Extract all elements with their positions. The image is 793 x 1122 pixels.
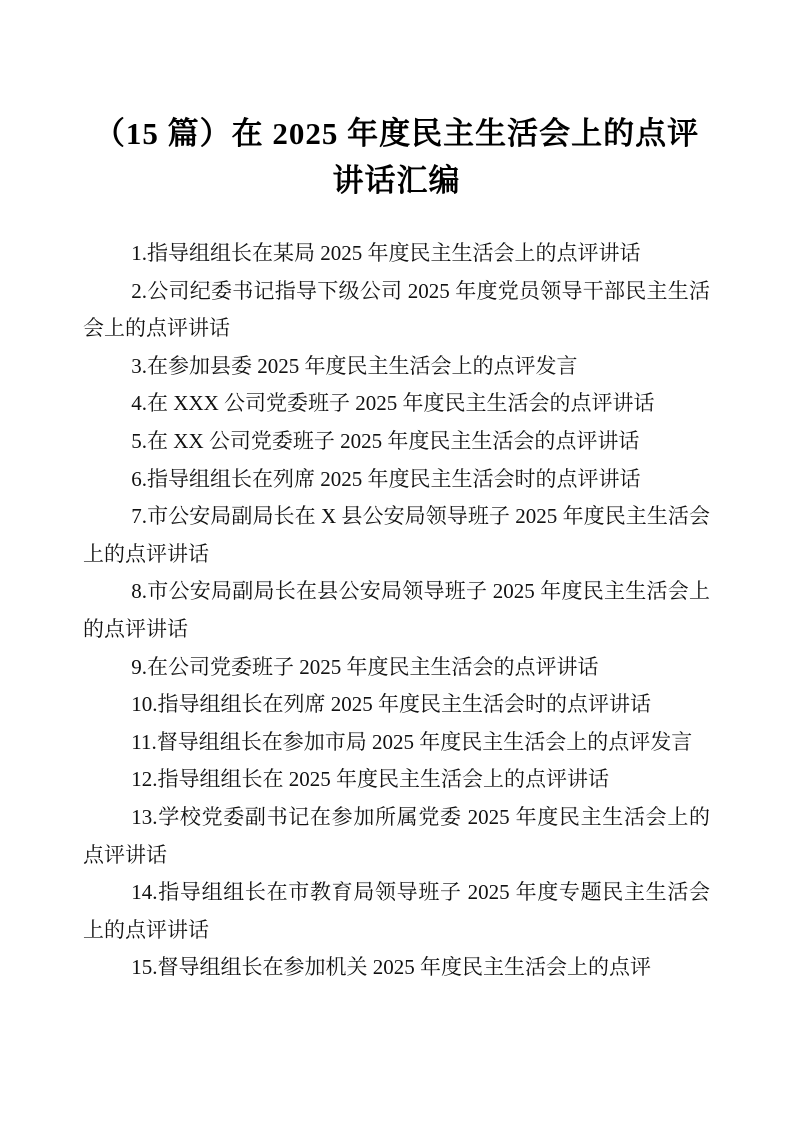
toc-item: 14.指导组组长在市教育局领导班子 2025 年度专题民主生活会上的点评讲话 [83, 880, 710, 942]
toc-item: 15.督导组组长在参加机关 2025 年度民主生活会上的点评 [131, 955, 652, 980]
toc-item: 9.在公司党委班子 2025 年度民主生活会的点评讲话 [131, 654, 599, 679]
toc-item: 6.指导组组长在列席 2025 年度民主生活会时的点评讲话 [131, 466, 641, 491]
document-title: （15 篇）在 2025 年度民主生活会上的点评讲话汇编 [93, 116, 700, 198]
toc-item: 4.在 XXX 公司党委班子 2025 年度民主生活会的点评讲话 [131, 391, 655, 416]
toc-item: 7.市公安局副局长在 X 县公安局领导班子 2025 年度民主生活会上的点评讲话 [83, 504, 710, 566]
toc-item: 12.指导组组长在 2025 年度民主生活会上的点评讲话 [131, 767, 610, 792]
toc-item: 2.公司纪委书记指导下级公司 2025 年度党员领导干部民主生活会上的点评讲话 [83, 278, 710, 341]
toc-item: 11.督导组组长在参加市局 2025 年度民主生活会上的点评发言 [131, 729, 693, 754]
toc-item: 1.指导组组长在某局 2025 年度民主生活会上的点评讲话 [131, 241, 641, 265]
toc-list [83, 235, 710, 987]
toc-item: 3.在参加县委 2025 年度民主生活会上的点评发言 [131, 353, 578, 378]
toc-item: 5.在 XX 公司党委班子 2025 年度民主生活会的点评讲话 [131, 428, 640, 453]
toc-item: 10.指导组组长在列席 2025 年度民主生活会时的点评讲话 [131, 692, 652, 717]
toc-item: 8.市公安局副局长在县公安局领导班子 2025 年度民主生活会上的点评讲话 [83, 579, 710, 641]
toc-item: 13.学校党委副书记在参加所属党委 2025 年度民主生活会上的点评讲话 [83, 804, 710, 867]
